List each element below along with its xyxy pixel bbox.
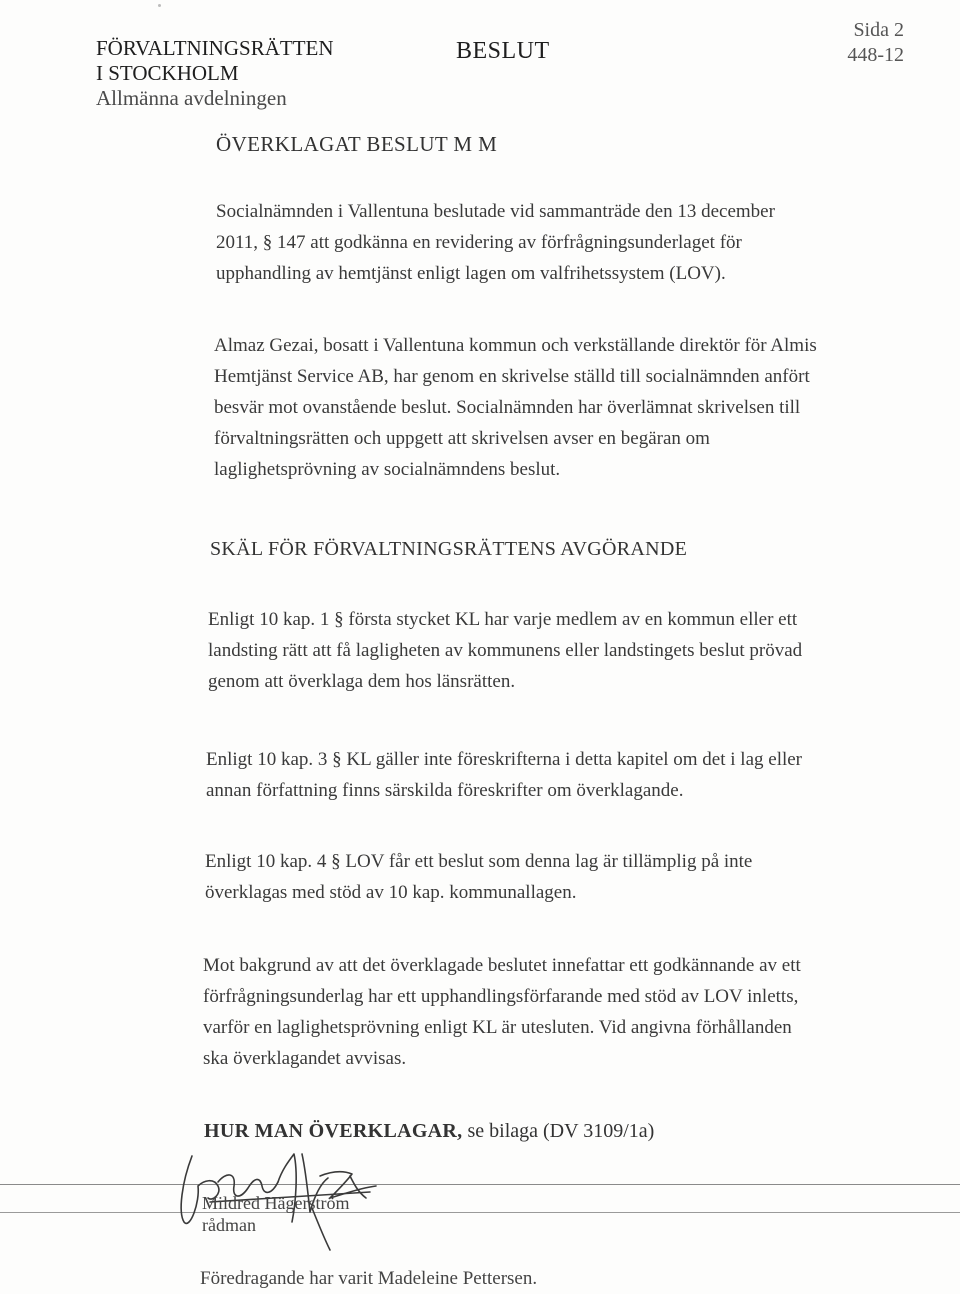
section-heading-appealed-decision: ÖVERKLAGAT BESLUT M M [216,132,498,156]
court-department: Allmänna avdelningen [96,86,287,110]
paragraph-conclusion: Mot bakgrund av att det överklagade beslutet innefattar ett godkännande av ett förfrågningsunderlag har ett upphandlingsförfarande med stöd av LOV inletts, varför en laglighetsprövning enligt KL är utesluten. Vid angivna förhållanden ska överklagandet avvisas. [203,955,801,1069]
paragraph-law-ref-lov: Enligt 10 kap. 4 § LOV får ett beslut som denna lag är tillämplig på inte överklagas med stöd av 10 kap. kommunallagen. [205,851,753,903]
paragraph-appeal-description: Almaz Gezai, bosatt i Vallentuna kommun och verkställande direktör för Almis Hemtjänst Service AB, har genom en skrivelse ställd till socialnämnden anfört besvär mot ovanstående beslut. Socialnämnden har överlämnat skrivelsen till förvaltningsrätten och uppgett att skrivelsen avser en begäran om laglighetsprövning av socialnämndens beslut. [214,335,817,480]
presenter-note: Föredragande har varit Madeleine Pettersen. [200,1268,538,1289]
paragraph-law-ref-3: Enligt 10 kap. 3 § KL gäller inte föreskrifterna i detta kapitel om det i lag eller annan författning finns särskilda föreskrifter om överklagande. [206,749,803,801]
appeal-instructions [204,1120,654,1143]
appeal-instructions-ref: se bilaga (DV 3109/1a) [462,1120,655,1142]
page-info [847,18,904,68]
signer-title: rådman [202,1215,256,1235]
section-heading-reasons: SKÄL FÖR FÖRVALTNINGSRÄTTENS AVGÖRANDE [210,538,688,560]
signer-block [202,1192,349,1236]
document-type: BESLUT [456,38,550,64]
page-number: Sida 2 [853,19,904,41]
appeal-instructions-title: HUR MAN ÖVERKLAGAR, [204,1120,463,1142]
paragraph-law-ref-1: Enligt 10 kap. 1 § första stycket KL har varje medlem av en kommun eller ett landsting rätt att få lagligheten av kommunens eller landstingets beslut prövad genom att överklaga dem hos länsrätten. [208,609,803,692]
court-name-line1: FÖRVALTNINGSRÄTTEN [96,36,334,60]
court-header [96,36,334,111]
signature-rule-bottom [0,1212,960,1213]
paragraph-decision-summary: Socialnämnden i Vallentuna beslutade vid sammanträde den 13 december 2011, § 147 att godkänna en revidering av förfrågningsunderlaget för upphandling av hemtjänst enligt lagen om valfrihetssystem (LOV). [216,201,775,284]
case-number: 448-12 [847,44,904,66]
court-name-line2: I STOCKHOLM [96,61,239,85]
signer-name: Mildred Hägerström [202,1193,350,1213]
signature-rule-top [0,1184,960,1185]
scan-speck [158,4,161,7]
